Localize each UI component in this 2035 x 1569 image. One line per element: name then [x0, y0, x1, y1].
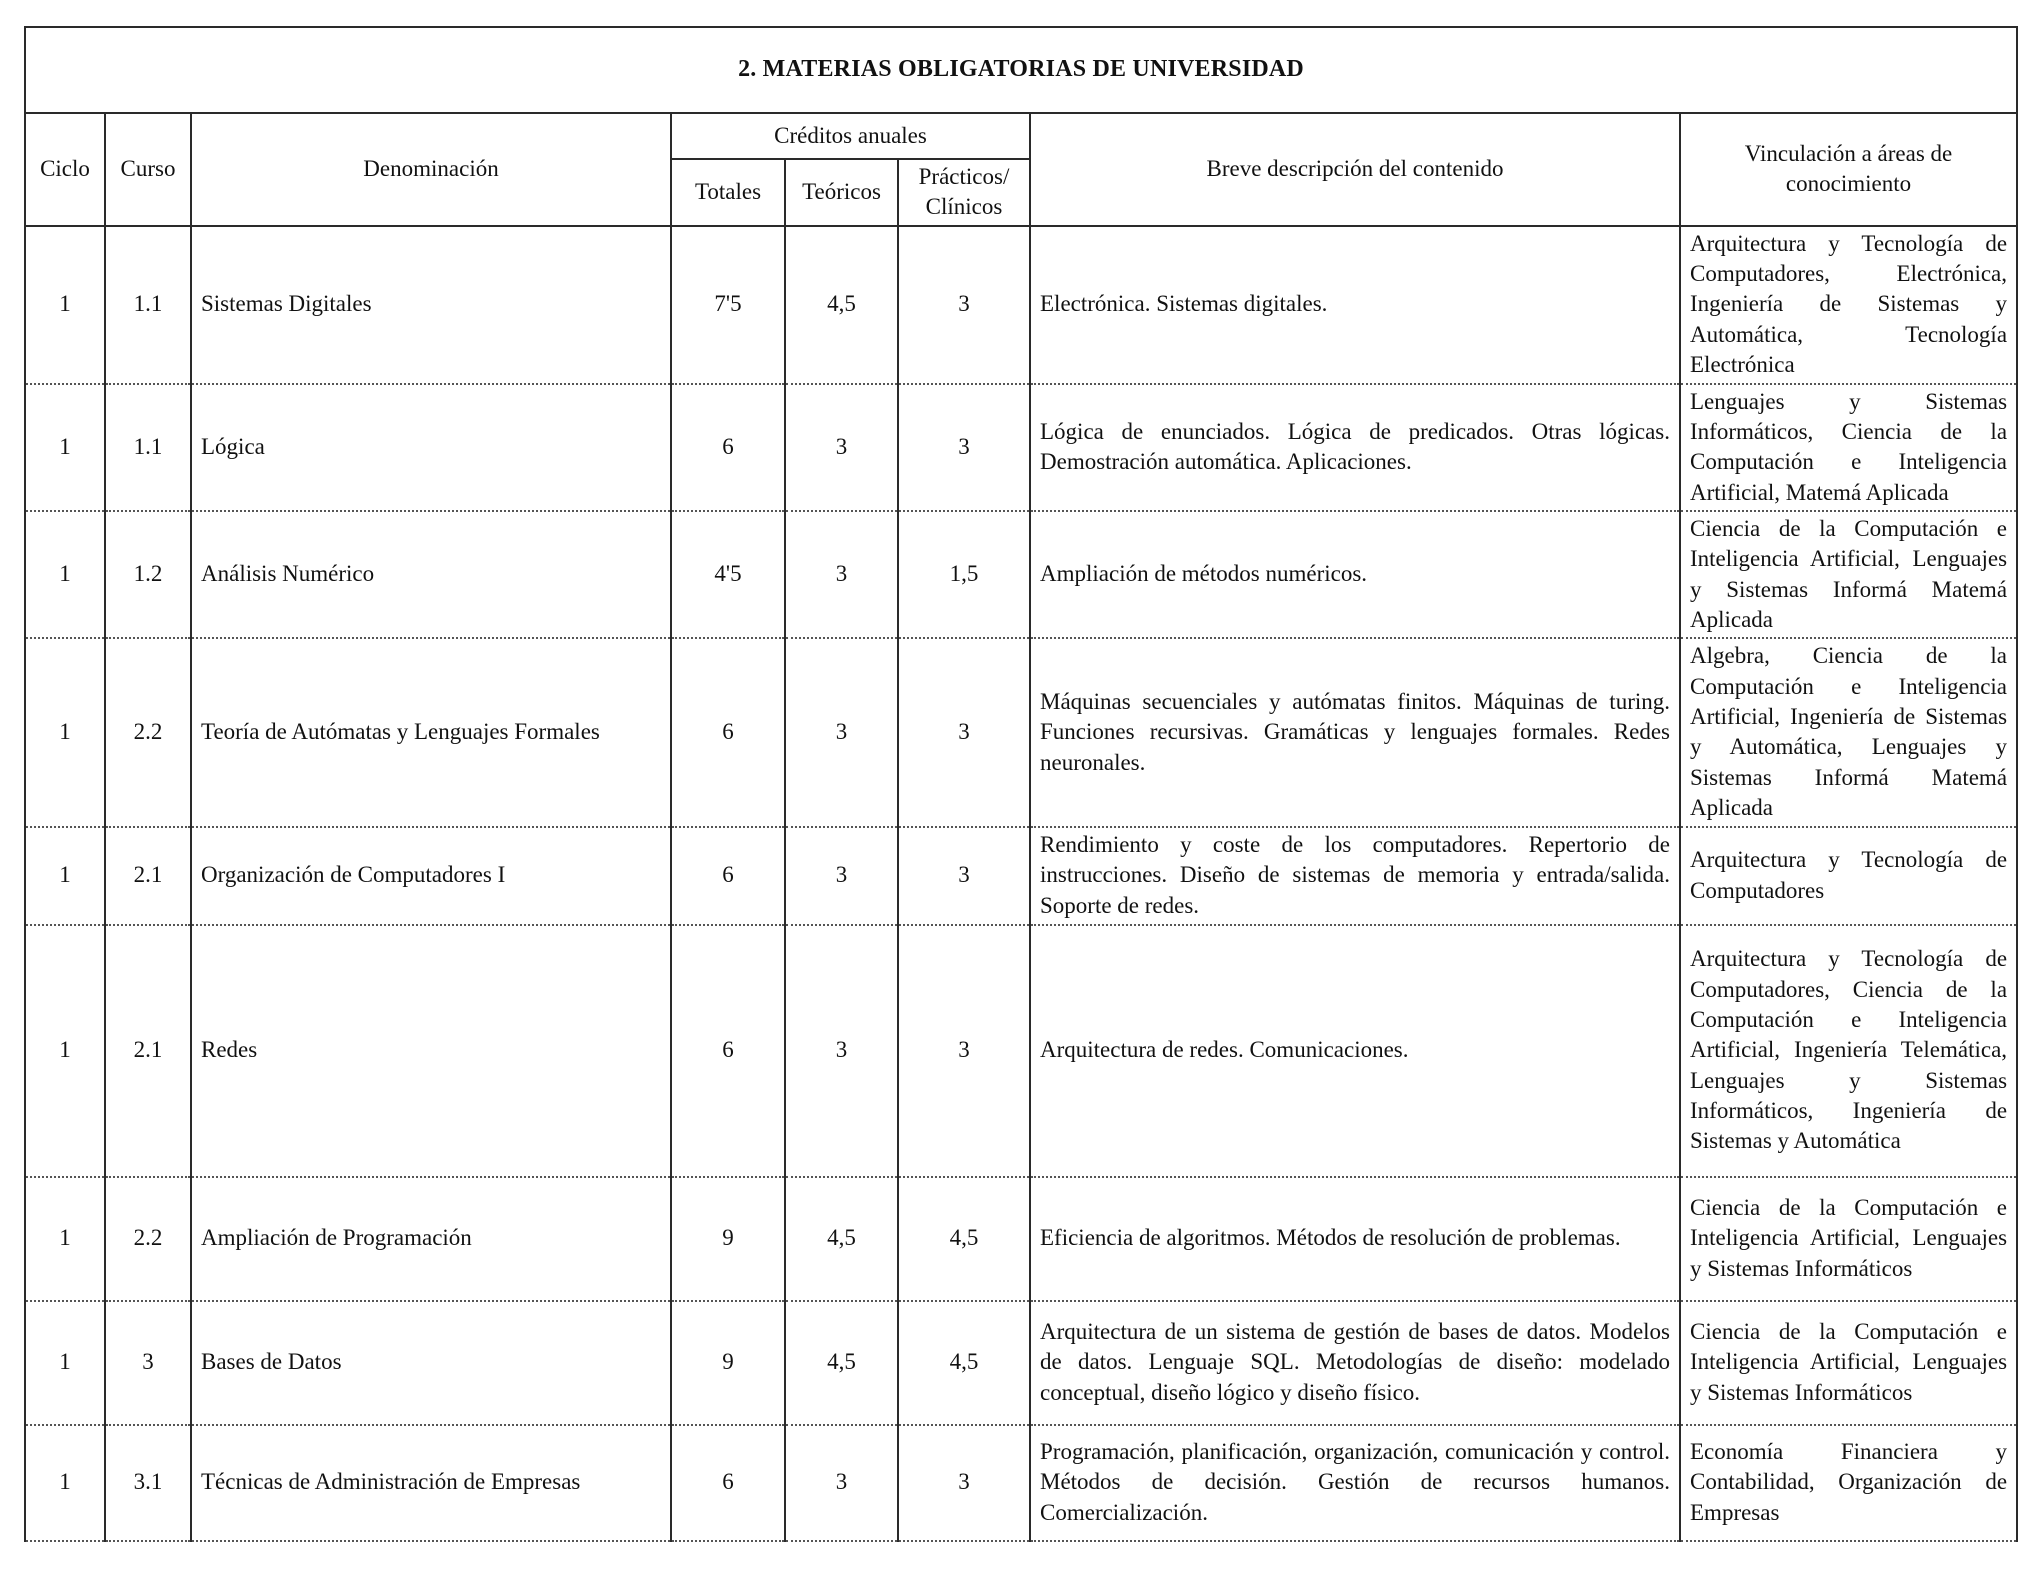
- table-row: [25, 1177, 2017, 1301]
- table-body: [25, 226, 2017, 1541]
- cell-totales: 6: [671, 638, 785, 826]
- cell-descripcion: Electrónica. Sistemas digitales.: [1030, 226, 1680, 384]
- cell-teoricos: 3: [785, 827, 898, 925]
- cell-denominacion: Análisis Numérico: [191, 511, 671, 638]
- cell-teoricos: 3: [785, 384, 898, 511]
- table-row: [25, 226, 2017, 384]
- header-descripcion: Breve descripción del contenido: [1030, 113, 1680, 226]
- cell-vinculacion: Economía Financiera y Contabilidad, Organización de Empresas: [1680, 1425, 2017, 1541]
- cell-vinculacion: Arquitectura y Tecnología de Computadores, Electrónica, Ingeniería de Sistemas y Automática, Tecnología Electrónica: [1680, 226, 2017, 384]
- cell-descripcion: Arquitectura de un sistema de gestión de bases de datos. Modelos de datos. Lenguaje SQL. Metodologías de diseño: modelado conceptual, diseño lógico y diseño físico.: [1030, 1301, 1680, 1425]
- cell-denominacion: Teoría de Autómatas y Lenguajes Formales: [191, 638, 671, 826]
- cell-practicos: 3: [898, 827, 1030, 925]
- cell-denominacion: Técnicas de Administración de Empresas: [191, 1425, 671, 1541]
- cell-descripcion: Arquitectura de redes. Comunicaciones.: [1030, 925, 1680, 1177]
- cell-practicos: 3: [898, 1425, 1030, 1541]
- cell-descripcion: Máquinas secuenciales y autómatas finitos. Máquinas de turing. Funciones recursivas. Gramáticas y lenguajes formales. Redes neuronales.: [1030, 638, 1680, 826]
- cell-totales: 6: [671, 384, 785, 511]
- cell-teoricos: 3: [785, 1425, 898, 1541]
- table-title: 2. MATERIAS OBLIGATORIAS DE UNIVERSIDAD: [25, 27, 2017, 113]
- cell-vinculacion: Arquitectura y Tecnología de Computadores, Ciencia de la Computación e Inteligencia Artificial, Ingeniería Telemática, Lenguajes y Sistemas Informáticos, Ingeniería de Sistemas y Automática: [1680, 925, 2017, 1177]
- cell-vinculacion: Lenguajes y Sistemas Informáticos, Ciencia de la Computación e Inteligencia Artificial, Matemá Aplicada: [1680, 384, 2017, 511]
- cell-vinculacion: Arquitectura y Tecnología de Computadores: [1680, 827, 2017, 925]
- cell-ciclo: 1: [25, 1177, 105, 1301]
- header-creditos-anuales: Créditos anuales: [671, 113, 1030, 159]
- table-row: [25, 1425, 2017, 1541]
- header-vinculacion: Vinculación a áreas de conocimiento: [1680, 113, 2017, 226]
- cell-teoricos: 3: [785, 638, 898, 826]
- cell-ciclo: 1: [25, 226, 105, 384]
- cell-teoricos: 3: [785, 511, 898, 638]
- header-practicos: Prácticos/ Clínicos: [898, 159, 1030, 226]
- cell-descripcion: Programación, planificación, organización, comunicación y control. Métodos de decisión. Gestión de recursos humanos. Comercialización.: [1030, 1425, 1680, 1541]
- cell-denominacion: Sistemas Digitales: [191, 226, 671, 384]
- cell-curso: 1.2: [105, 511, 191, 638]
- table-row: [25, 511, 2017, 638]
- cell-curso: 2.2: [105, 638, 191, 826]
- header-row-1: [25, 113, 2017, 159]
- cell-vinculacion: Algebra, Ciencia de la Computación e Inteligencia Artificial, Ingeniería de Sistemas y Automática, Lenguajes y Sistemas Informá Matemá Aplicada: [1680, 638, 2017, 826]
- cell-ciclo: 1: [25, 511, 105, 638]
- cell-curso: 1.1: [105, 384, 191, 511]
- cell-denominacion: Redes: [191, 925, 671, 1177]
- cell-denominacion: Bases de Datos: [191, 1301, 671, 1425]
- table-row: [25, 638, 2017, 826]
- subjects-table: [24, 26, 2018, 1542]
- cell-denominacion: Lógica: [191, 384, 671, 511]
- header-ciclo: Ciclo: [25, 113, 105, 226]
- table-row: [25, 925, 2017, 1177]
- cell-ciclo: 1: [25, 1301, 105, 1425]
- cell-ciclo: 1: [25, 638, 105, 826]
- cell-descripcion: Eficiencia de algoritmos. Métodos de resolución de problemas.: [1030, 1177, 1680, 1301]
- cell-teoricos: 4,5: [785, 1301, 898, 1425]
- header-curso: Curso: [105, 113, 191, 226]
- cell-practicos: 3: [898, 638, 1030, 826]
- cell-totales: 4'5: [671, 511, 785, 638]
- cell-totales: 6: [671, 1425, 785, 1541]
- table-row: [25, 827, 2017, 925]
- cell-denominacion: Organización de Computadores I: [191, 827, 671, 925]
- header-totales: Totales: [671, 159, 785, 226]
- cell-curso: 2.1: [105, 827, 191, 925]
- cell-descripcion: Rendimiento y coste de los computadores. Repertorio de instrucciones. Diseño de sistemas de memoria y entrada/salida. Soporte de redes.: [1030, 827, 1680, 925]
- cell-vinculacion: Ciencia de la Computación e Inteligencia Artificial, Lenguajes y Sistemas Informáticos: [1680, 1177, 2017, 1301]
- table-row: [25, 384, 2017, 511]
- cell-practicos: 3: [898, 226, 1030, 384]
- cell-totales: 6: [671, 827, 785, 925]
- document-page: [24, 26, 2016, 1542]
- cell-practicos: 1,5: [898, 511, 1030, 638]
- cell-practicos: 3: [898, 925, 1030, 1177]
- cell-teoricos: 4,5: [785, 226, 898, 384]
- title-row: [25, 27, 2017, 113]
- cell-vinculacion: Ciencia de la Computación e Inteligencia Artificial, Lenguajes y Sistemas Informá Matemá Aplicada: [1680, 511, 2017, 638]
- cell-ciclo: 1: [25, 384, 105, 511]
- cell-ciclo: 1: [25, 827, 105, 925]
- cell-vinculacion: Ciencia de la Computación e Inteligencia Artificial, Lenguajes y Sistemas Informáticos: [1680, 1301, 2017, 1425]
- cell-ciclo: 1: [25, 1425, 105, 1541]
- cell-curso: 3.1: [105, 1425, 191, 1541]
- cell-curso: 2.2: [105, 1177, 191, 1301]
- cell-ciclo: 1: [25, 925, 105, 1177]
- cell-totales: 6: [671, 925, 785, 1177]
- header-teoricos: Teóricos: [785, 159, 898, 226]
- cell-totales: 7'5: [671, 226, 785, 384]
- cell-teoricos: 4,5: [785, 1177, 898, 1301]
- cell-descripcion: Ampliación de métodos numéricos.: [1030, 511, 1680, 638]
- cell-curso: 2.1: [105, 925, 191, 1177]
- table-row: [25, 1301, 2017, 1425]
- cell-denominacion: Ampliación de Programación: [191, 1177, 671, 1301]
- cell-curso: 1.1: [105, 226, 191, 384]
- cell-practicos: 3: [898, 384, 1030, 511]
- cell-practicos: 4,5: [898, 1177, 1030, 1301]
- cell-totales: 9: [671, 1301, 785, 1425]
- header-denominacion: Denominación: [191, 113, 671, 226]
- cell-descripcion: Lógica de enunciados. Lógica de predicados. Otras lógicas. Demostración automática. Aplicaciones.: [1030, 384, 1680, 511]
- cell-practicos: 4,5: [898, 1301, 1030, 1425]
- cell-teoricos: 3: [785, 925, 898, 1177]
- cell-curso: 3: [105, 1301, 191, 1425]
- cell-totales: 9: [671, 1177, 785, 1301]
